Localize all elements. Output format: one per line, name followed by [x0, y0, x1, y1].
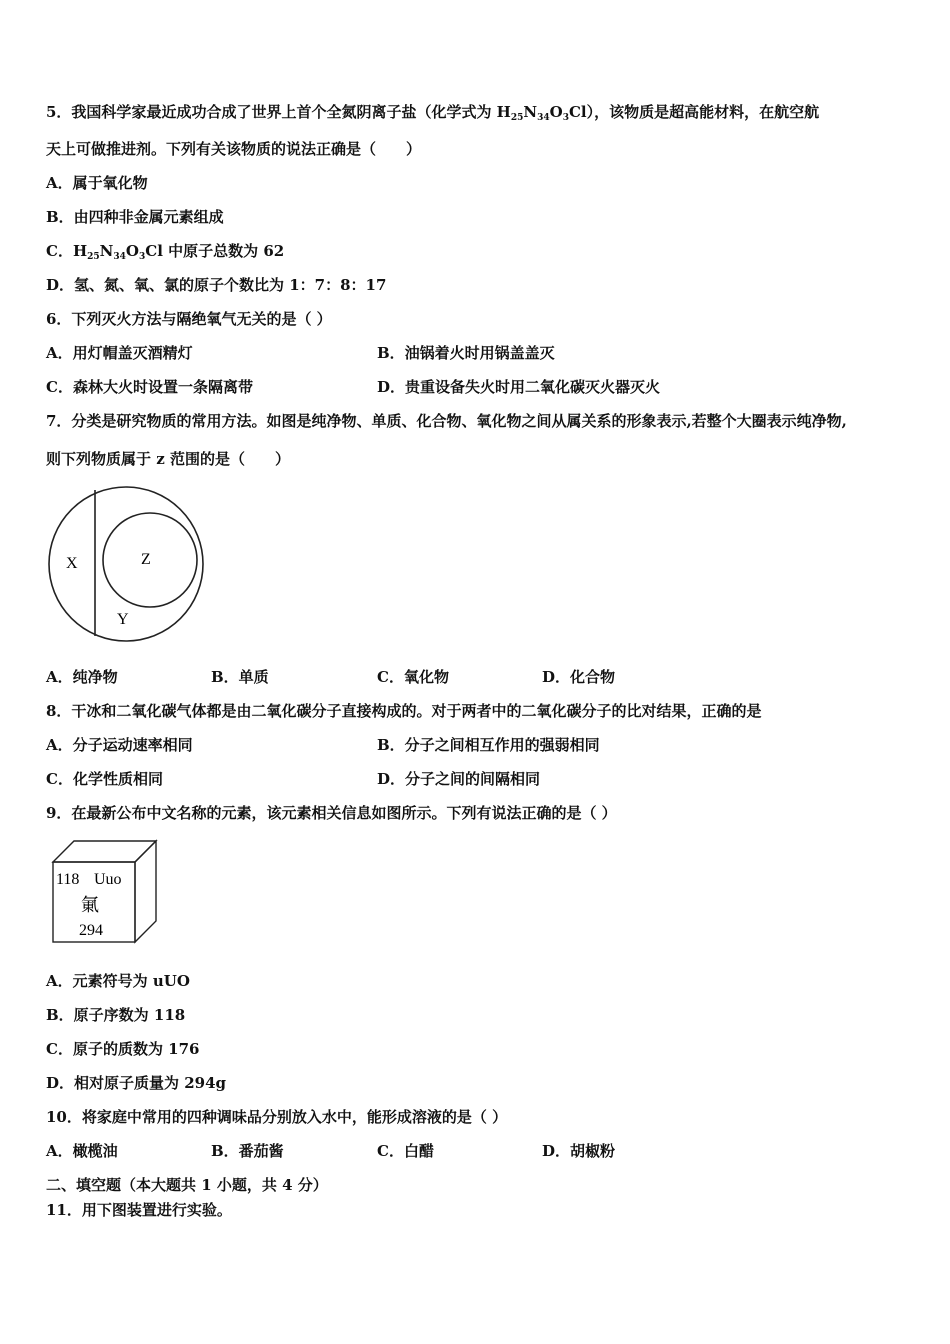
q5-stem-line1: 5．我国科学家最近成功合成了世界上首个全氮阴离子盐（化学式为 $H_{25}N_{34}O_3Cl$），该物质是超高能材料，在航空航 — [46, 103, 820, 123]
element-mass: 294 — [79, 922, 103, 939]
q5-option-c: C．$H_{25}N_{34}O_3Cl$ 中原子总数为 62 — [46, 242, 285, 262]
q6-option-d: D．贵重设备失火时用二氧化碳灭火器灭火 — [377, 378, 661, 396]
q8-option-a: A．分子运动速率相同 — [46, 736, 193, 754]
q5-stem-line2: 天上可做推进剂。下列有关该物质的说法正确是（ ） — [46, 140, 422, 158]
element-symbol: Uuo — [94, 871, 122, 888]
q6-stem: 6．下列灭火方法与隔绝氧气无关的是（ ） — [46, 310, 332, 328]
q10-option-c: C．白醋 — [377, 1142, 434, 1160]
q10-option-b: B．番茄酱 — [211, 1142, 284, 1160]
q7-option-b: B．单质 — [211, 668, 269, 686]
q7-option-d: D．化合物 — [542, 668, 616, 686]
label-y: Y — [117, 611, 129, 628]
q7-venn-diagram — [44, 484, 210, 644]
q8-option-c: C．化学性质相同 — [46, 770, 163, 788]
label-x: X — [66, 555, 78, 572]
q7-option-c: C．氧化物 — [377, 668, 449, 686]
q9-stem: 9．在最新公布中文名称的元素，该元素相关信息如图所示。下列有说法正确的是（ ） — [46, 804, 617, 822]
q10-stem: 10．将家庭中常用的四种调味品分别放入水中，能形成溶液的是（ ） — [46, 1108, 508, 1126]
cube-side-face — [135, 841, 156, 942]
cube-top-face — [53, 841, 156, 862]
q7-stem-line2: 则下列物质属于 z 范围的是（ ） — [46, 450, 290, 468]
q9-option-c: C．原子的质数为 176 — [46, 1040, 200, 1058]
q8-option-b: B．分子之间相互作用的强弱相同 — [377, 736, 600, 754]
q7-option-a: A．纯净物 — [46, 668, 118, 686]
q9-option-b: B．原子序数为 118 — [46, 1006, 186, 1024]
q8-option-d: D．分子之间的间隔相同 — [377, 770, 541, 788]
q5-option-a: A．属于氧化物 — [46, 174, 148, 192]
q7-stem-line1: 7．分类是研究物质的常用方法。如图是纯净物、单质、化合物、氧化物之间从属关系的形象表示,若整个大圈表示纯净物, — [46, 412, 847, 430]
element-name: 氭 — [81, 895, 99, 915]
q6-option-c: C．森林大火时设置一条隔离带 — [46, 378, 253, 396]
q6-option-b: B．油锅着火时用锅盖盖灭 — [377, 344, 555, 362]
q8-stem: 8．干冰和二氧化碳气体都是由二氧化碳分子直接构成的。对于两者中的二氧化碳分子的比对结果，正确的是 — [46, 702, 762, 720]
q5-option-b: B．由四种非金属元素组成 — [46, 208, 224, 226]
section-title: 二、填空题（本大题共 1 小题，共 4 分） — [46, 1176, 328, 1194]
q5-option-d: D．氢、氮、氧、氯的原子个数比为 1：7：8：17 — [46, 276, 387, 294]
label-z: Z — [141, 551, 151, 568]
q9-option-d: D．相对原子质量为 294g — [46, 1074, 227, 1092]
q10-option-d: D．胡椒粉 — [542, 1142, 616, 1160]
element-number: 118 — [56, 871, 80, 888]
q9-option-a: A．元素符号为 uUO — [46, 972, 190, 990]
q11-stem: 11．用下图装置进行实验。 — [46, 1201, 232, 1219]
q10-option-a: A．橄榄油 — [46, 1142, 118, 1160]
q6-option-a: A．用灯帽盖灭酒精灯 — [46, 344, 193, 362]
q9-element-cube — [50, 838, 160, 946]
